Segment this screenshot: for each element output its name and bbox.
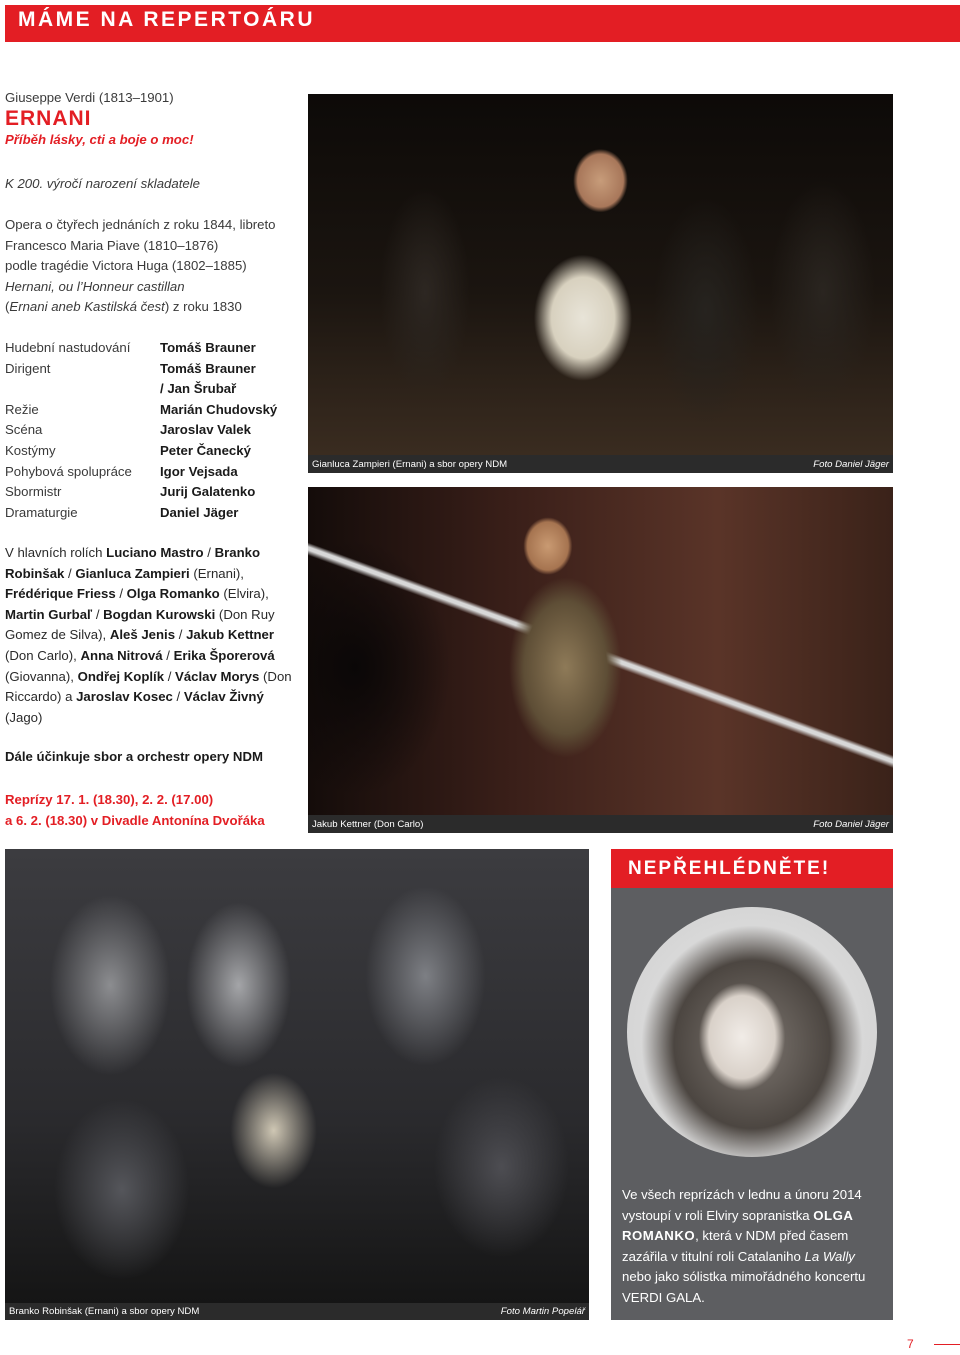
page-number-rule	[934, 1344, 960, 1345]
photo-caption: Jakub Kettner (Don Carlo)	[312, 818, 424, 830]
credit-role: Dirigent	[5, 360, 51, 376]
credits-list	[5, 338, 305, 523]
composer-line: Giuseppe Verdi (1813–1901)	[5, 90, 174, 105]
cast-text: /	[162, 647, 174, 663]
cast-role: (Ernani),	[189, 565, 244, 581]
also-performing: Dále účinkuje sbor a orchestr opery NDM	[5, 749, 263, 764]
stage-photo-robinsak-chorus	[5, 849, 589, 1303]
stage-photo-ernani-chorus	[308, 94, 893, 455]
anniversary-note: K 200. výročí narození skladatele	[5, 176, 200, 191]
promo-text-fragment: , která v NDM před časem zazářila v titulní roli Catalaniho	[622, 1228, 849, 1264]
photo-caption: Gianluca Zampieri (Ernani) a sbor opery NDM	[312, 458, 508, 470]
cast-role: (Don Ruy Gomez de Silva),	[5, 606, 275, 643]
promo-text-fragment: nebo jako sólistka mimořádného koncertu VERDI GALA.	[622, 1269, 866, 1305]
credit-role: Pohybová spolupráce	[5, 463, 132, 479]
cast-name: Jakub Kettner	[186, 627, 275, 643]
cast-name: Anna Nitrová	[80, 647, 163, 663]
description-fragment: ) z roku 1830	[164, 299, 242, 315]
credit-name: Tomáš Brauner	[160, 360, 256, 376]
description-line: Hernani, ou l’Honneur castillan	[5, 278, 185, 294]
cast-role: (Giovanna),	[5, 668, 78, 684]
cast-name: Bogdan Kurowski	[103, 606, 216, 622]
cast-name: Martin Gurbaľ	[5, 606, 93, 622]
cast-name: Gianluca Zampieri	[75, 565, 190, 581]
cast-text: V hlavních rolích	[5, 545, 107, 560]
cast-name: Frédérique Friess	[5, 586, 116, 602]
cast-name: Luciano Mastro	[106, 545, 204, 560]
cast-name: Olga Romanko	[126, 586, 220, 602]
description-fragment: Ernani aneb Kastilská čest	[9, 299, 165, 315]
credit-row	[5, 400, 305, 421]
credit-name: / Jan Šrubař	[160, 381, 237, 397]
credit-role: Kostýmy	[5, 442, 56, 458]
promo-text	[622, 1185, 884, 1309]
cast-name: Erika Šporerová	[173, 647, 275, 663]
description-line	[5, 297, 300, 318]
cast-name: Václav Živný	[183, 689, 264, 705]
photo-caption: Branko Robinšak (Ernani) a sbor opery NDM	[9, 1306, 200, 1317]
cast-name: Branko Robinšak	[5, 545, 261, 581]
photo-caption-bar	[308, 455, 893, 473]
singer-portrait	[627, 907, 877, 1157]
credit-role: Scéna	[5, 422, 43, 438]
credit-role: Hudební nastudování	[5, 340, 131, 355]
photo-caption-bar	[5, 1303, 589, 1320]
description-line: podle tragédie Victora Huga (1802–1885)	[5, 258, 247, 274]
cast-text: /	[92, 606, 104, 622]
cast-text: /	[172, 689, 184, 705]
credit-row	[5, 379, 305, 400]
opera-description	[5, 215, 300, 318]
credit-row	[5, 359, 305, 380]
cast-role: (Don Carlo),	[5, 647, 81, 663]
photo-caption-bar	[308, 815, 893, 833]
credit-row	[5, 420, 305, 441]
description-fragment: (	[5, 299, 10, 315]
credit-role	[5, 379, 160, 400]
cast-text: /	[175, 627, 187, 643]
page-number: 7	[907, 1337, 914, 1351]
credit-row	[5, 338, 305, 359]
credit-name: Jaroslav Valek	[160, 422, 251, 438]
credit-role: Režie	[5, 401, 39, 417]
section-header-title: MÁME NA REPERTOÁRU	[18, 8, 316, 31]
promo-opera-title: La Wally	[804, 1248, 855, 1264]
cast-role: (Elvira),	[219, 586, 269, 602]
dates-line: Reprízy 17. 1. (18.30), 2. 2. (17.00)	[5, 792, 214, 807]
description-line: Opera o čtyřech jednáních z roku 1844, libreto	[5, 217, 276, 232]
cast-text: /	[64, 565, 76, 581]
credit-name: Jurij Galatenko	[160, 484, 256, 500]
credit-name: Tomáš Brauner	[160, 340, 256, 355]
stage-photo-don-carlo	[308, 487, 893, 815]
credit-name: Marián Chudovský	[160, 401, 278, 417]
cast-text: /	[203, 545, 215, 560]
photo-credit: Foto Daniel Jäger	[813, 818, 889, 830]
cast-name: Václav Morys	[175, 668, 260, 684]
photo-credit: Foto Martin Popelář	[500, 1306, 585, 1317]
credit-role: Sbormistr	[5, 484, 62, 500]
description-line: Francesco Maria Piave (1810–1876)	[5, 237, 219, 253]
promo-text-fragment: Ve všech reprízách v lednu a únoru 2014 vystoupí v roli Elviry sopranistka	[622, 1187, 862, 1223]
cast-text: /	[164, 668, 176, 684]
cast-paragraph	[5, 543, 300, 728]
cast-name: Jaroslav Kosec	[76, 689, 173, 705]
opera-tagline: Příběh lásky, cti a boje o moc!	[5, 132, 194, 147]
credit-row	[5, 503, 305, 524]
opera-title: ERNANI	[5, 107, 92, 130]
credit-role: Dramaturgie	[5, 504, 78, 520]
performance-dates	[5, 790, 300, 831]
cast-text: /	[115, 586, 127, 602]
credit-name: Daniel Jäger	[160, 504, 239, 520]
cast-name: Ondřej Koplík	[77, 668, 165, 684]
credit-name: Igor Vejsada	[160, 463, 238, 479]
dates-line: a 6. 2. (18.30) v Divadle Antonína Dvořáka	[5, 812, 265, 828]
cast-name: Aleš Jenis	[109, 627, 176, 643]
credit-name: Peter Čanecký	[160, 442, 251, 458]
credit-row	[5, 462, 305, 483]
credit-row	[5, 482, 305, 503]
promo-singer-name: OLGA ROMANKO	[622, 1207, 853, 1244]
cast-role: (Don Riccardo) a	[5, 668, 292, 705]
photo-credit: Foto Daniel Jäger	[813, 458, 889, 470]
promo-title: NEPŘEHLÉDNĚTE!	[628, 858, 831, 879]
credit-row	[5, 441, 305, 462]
cast-role: (Jago)	[5, 709, 43, 725]
